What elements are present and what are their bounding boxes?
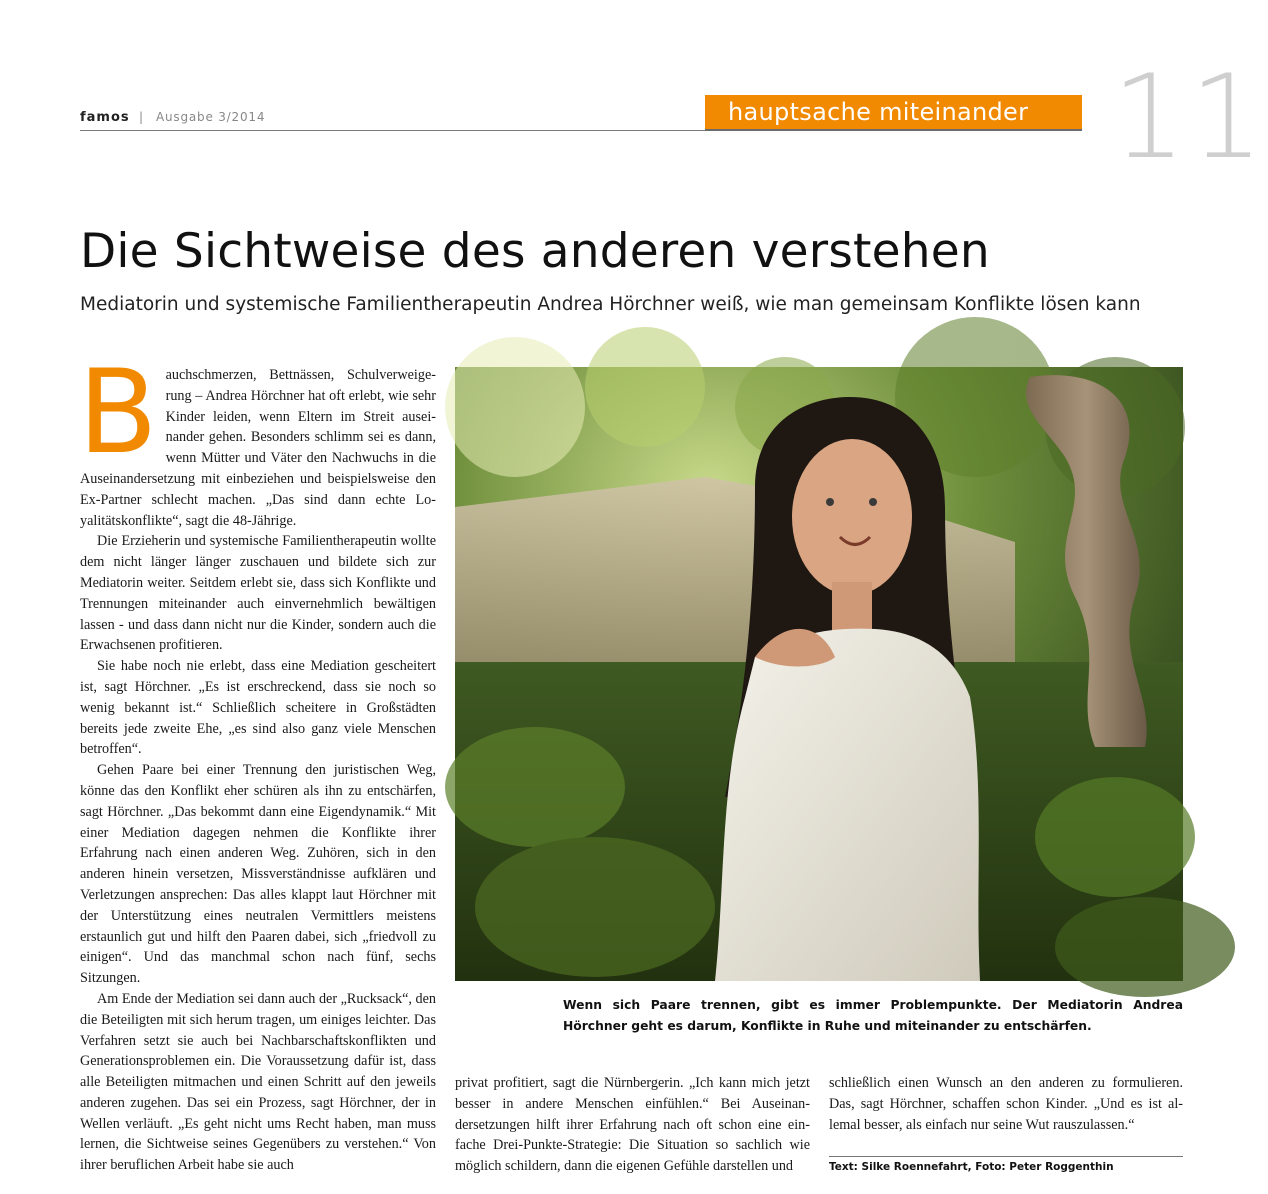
drop-cap: B [78,345,158,480]
magazine-brand: famos [80,110,130,125]
photo-caption: Wenn sich Paare trennen, gibt es immer Problempunkte. Der Mediatorin Andrea Hörchner geht es darum, Konflikte in Ruhe und miteinander zu entschärfen. [563,998,1183,1033]
section-tag-label: hauptsache miteinander [728,98,1029,126]
article-column-2 [455,1073,810,1193]
paragraph-col2: privat profitiert, sagt die Nürnbergerin. „Ich kann mich jetzt besser in andere Menschen einfühlen.“ Bei Auseinandersetzungen hilft ihrer Erfahrung nach oft schon eine einfache Drei-Punkte-Strategie: Die Situation so sachlich wie möglich schildern, dann die eigenen Gefühle darstellen und [455,1075,810,1175]
paragraph-col3: schließlich einen Wunsch an den anderen zu formulieren. Das, sagt Hörchner, schaffen schon Kinder. „Und es ist allemal besser, als einfach nur seine Wut rauszulassen.“ [829,1075,1183,1133]
article-column-1 [78,345,436,1185]
portrait-illustration [455,367,1183,981]
article-headline: Die Sichtweise des anderen verstehen [80,224,990,279]
photo-dress [715,629,980,981]
credit-rule [829,1156,1183,1157]
paragraph-1 [78,345,436,531]
paragraph-3: Sie habe noch nie erlebt, dass eine Mediation gescheitert ist, sagt Hörchner. „Es ist erschreckend, dass sie noch so wenig bekannt ist.“ Schließlich scheitere in Großstädten bereits jede zweite Ehe, „es sind also ganz viele Menschen betroffen“. [80,658,436,758]
page-number: 11 [1112,50,1268,185]
portrait-photo [455,367,1183,981]
paragraph-4: Gehen Paare bei einer Trennung den juristischen Weg, könne das den Konflikt eher schüren als ihn zu entschärfen, sagt Hörchner. „Das bekommt dann eine Eigendynamik.“ Mit einer Mediation dagegen nehmen die Konflikte ihrer Erfahrung nach einen anderen Weg. Zuhören, sich in den anderen hinein versetzen, Missverständnisse aufklären und Verletzungen ansprechen: Das alles klappt laut Hörchner mit der Unterstützung eines neutralen Vermittlers meistens erstaunlich gut und hilft den Paaren dabei, sich „friedvoll zu einigen“. Und das manchmal schon nach fünf, sechs Sitzungen. [80,762,436,987]
author-credit: Text: Silke Roennefahrt, Foto: Peter Roggenthin [829,1161,1114,1173]
paragraph-5: Am Ende der Mediation sei dann auch der „Rucksack“, den die Beteiligten mit sich herum tragen, um einiges leichter. Das Verfahren setzt sie auch bei Nachbarschaftskonflikten und Generationsproblemen ein. Die Voraussetzung dafür ist, dass alle Beteiligten mitmachen und einen Schritt auf den jeweils anderen zugehen. Das sei ein Prozess, sagt Hörchner, der in Wellen verläuft. „Es geht nicht ums Recht haben, man muss lernen, die Sichtweise seines Gegenübers zu verstehen.“ Von ihrer beruflichen Arbeit habe sie auch [80,990,436,1174]
paragraph-2: Die Erzieherin und systemische Familientherapeutin wollte dem nicht länger länger zuschauen und bildete sich zur Mediatorin weiter. Seitdem erlebt sie, dass sich Konflikte und Trennungen miteinander auch einvernehmlich bewältigen lassen - und dass dann nicht nur die Kinder, sondern auch die Erwachsenen profitieren. [80,533,436,654]
article-column-3 [829,1073,1183,1138]
paragraph-1-text: auchschmerzen, Bettnässen, Schulverweigerung – Andrea Hörchner hat oft erlebt, wie sehr Kinder leiden, wenn Eltern im Streit auseinander gehen. Besonders schlimm sei es dann, wenn Mütter und Väter den Nachwuchs in die Auseinandersetzung mit einbeziehen und beispielsweise den Ex-Partner schlecht machen. „Das sind dann echte Loyalitätskonflikte“, sagt die 48-Jährige. [80,367,436,529]
section-tag [705,95,1082,131]
photo-face [792,439,912,595]
article-subheadline: Mediatorin und systemische Familientherapeutin Andrea Hörchner weiß, wie man gemeinsam Konflikte lösen kann [80,294,1141,315]
header-separator: | [139,110,144,124]
issue-label: Ausgabe 3/2014 [156,110,266,124]
